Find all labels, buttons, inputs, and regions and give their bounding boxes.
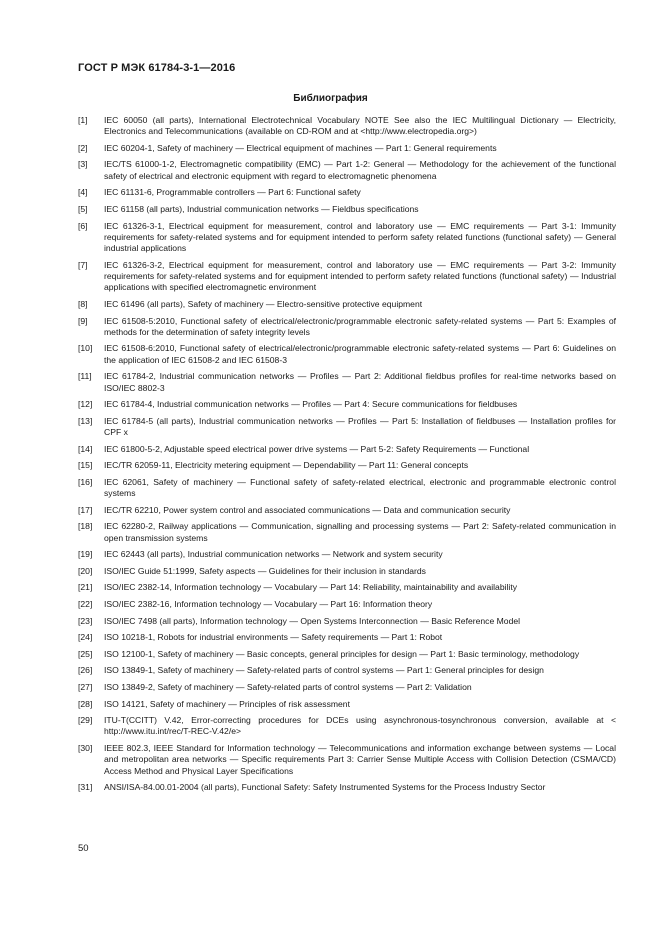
reference-text: ISO 14121, Safety of machinery — Principles of risk assessment [104,698,350,709]
reference-text: ISO/IEC Guide 51:1999, Safety aspects — Guidelines for their inclusion in standards [104,565,426,576]
reference-number: [21] [78,582,93,593]
reference-item [78,143,616,154]
reference-number: [26] [78,665,93,676]
reference-item [78,399,616,410]
reference-text: IEC 61508-6:2010, Functional safety of electrical/electronic/programmable electronic safety-related systems — Part 6: Guidelines on the application of IEC 61508-2 and IEC 61508-3 [104,343,616,365]
reference-text: ISO/IEC 7498 (all parts), Information technology — Open Systems Interconnection — Basic Reference Model [104,615,521,626]
reference-number: [14] [78,443,93,454]
reference-number: [30] [78,743,93,754]
reference-text: IEC 60050 (all parts), International Electrotechnical Vocabulary NOTE See also the IEC Multilingual Dictionary — Electricity, Electronics and Telecommunications (available on CD-ROM and at <http://www.electropedia.org>) [104,115,616,137]
reference-number: [19] [78,549,93,560]
reference-text: IEC 61784-2, Industrial communication networks — Profiles — Part 2: Additional fieldbus profiles for real-time networks based on ISO/IEC 8802-3 [104,371,616,393]
reference-text: IEC 61784-5 (all parts), Industrial communication networks — Profiles — Part 5: Installation of fieldbuses — Installation profiles for CPF x [104,415,616,438]
reference-number: [3] [78,159,88,170]
reference-text: ISO 13849-1, Safety of machinery — Safety-related parts of control systems — Part 1: General principles for design [104,665,544,676]
reference-text: IEC 62280-2, Railway applications — Communication, signalling and processing systems — Part 2: Safety-related communication in open transmission systems [104,521,616,543]
reference-number: [29] [78,715,93,726]
reference-number: [23] [78,615,93,626]
reference-item [78,371,616,394]
reference-item [78,477,616,500]
reference-item [78,316,616,339]
reference-item [78,159,616,182]
bibliography-list [78,115,616,799]
reference-number: [15] [78,460,93,471]
reference-number: [17] [78,504,93,515]
reference-number: [12] [78,399,93,410]
reference-number: [6] [78,220,88,231]
reference-item [78,632,616,643]
reference-item [78,505,616,516]
reference-number: [5] [78,203,88,214]
reference-item [78,549,616,560]
reference-number: [8] [78,298,88,309]
reference-item [78,699,616,710]
reference-number: [4] [78,187,88,198]
reference-item [78,343,616,366]
reference-number: [10] [78,343,93,354]
reference-text: ISO 10218-1, Robots for industrial environments — Safety requirements — Part 1: Robot [104,632,443,643]
reference-text: IEC 61800-5-2, Adjustable speed electrical power drive systems — Part 5-2: Safety Requirements — Functional [104,443,530,454]
reference-text: IEEE 802.3, IEEE Standard for Information technology — Telecommunications and information exchange between systems — Local and metropolitan area networks — Specific requirements Part 3: Carrier Sense Multiple Access with Collision Detection (CSMA/CD) Access Method and Physical Layer Specifications [104,743,616,776]
reference-number: [7] [78,259,88,270]
reference-text: IEC 61496 (all parts), Safety of machinery — Electro-sensitive protective equipment [104,298,423,309]
reference-number: [20] [78,565,93,576]
reference-text: IEC 61784-4, Industrial communication networks — Profiles — Part 4: Secure communications for fieldbuses [104,399,518,410]
reference-text: IEC/TS 61000-1-2, Electromagnetic compatibility (EMC) — Part 1-2: General — Methodology for the achievement of the functional safety of electrical and electronic equipment with regard to electromagnetic phenomena [104,159,616,181]
reference-item [78,566,616,577]
reference-item [78,582,616,593]
reference-item [78,599,616,610]
reference-number: [18] [78,521,93,532]
reference-item [78,187,616,198]
reference-item [78,221,616,255]
reference-number: [22] [78,599,93,610]
reference-text: IEC 61326-3-2, Electrical equipment for measurement, control and laboratory use — EMC requirements — Part 3-2: Immunity requirements for safety-related systems and for equipment intended to perform safety related functions (functional safety) — Industrial applications with specified electromagnetic environment [104,259,616,293]
reference-number: [9] [78,315,88,326]
reference-item [78,782,616,793]
reference-number: [2] [78,142,88,153]
reference-number: [13] [78,415,93,426]
document-header: ГОСТ Р МЭК 61784-3-1—2016 [78,62,236,74]
reference-text: IEC 61158 (all parts), Industrial communication networks — Fieldbus specifications [104,203,419,214]
reference-number: [24] [78,632,93,643]
reference-number: [11] [78,371,92,382]
reference-item [78,416,616,439]
reference-item [78,715,616,738]
reference-number: [27] [78,682,93,692]
reference-item [78,616,616,627]
reference-item [78,299,616,310]
reference-item [78,521,616,544]
page-number: 50 [78,843,89,854]
reference-text: ANSI/ISA-84.00.01-2004 (all parts), Functional Safety: Safety Instrumented Systems for the Process Industry Sector [104,782,546,793]
reference-text: IEC/TR 62210, Power system control and associated communications — Data and communication security [104,504,511,515]
reference-text: IEC 61131-6, Programmable controllers — Part 6: Functional safety [104,187,361,198]
reference-item [78,444,616,455]
reference-text: ITU-T(CCITT) V.42, Error-correcting procedures for DCEs using asynchronous-tosynchronous conversion, available at < http://www.itu.int/rec/T-REC-V.42/e> [104,715,616,737]
reference-item [78,649,616,660]
reference-text: IEC 62061, Safety of machinery — Functional safety of safety-related electrical, electronic and programmable electronic control systems [104,476,616,499]
reference-item [78,460,616,471]
reference-number: [16] [78,476,93,487]
reference-text: ISO/IEC 2382-16, Information technology — Vocabulary — Part 16: Information theory [104,599,433,610]
section-title: Библиография [293,93,368,104]
reference-text: IEC 61508-5:2010, Functional safety of electrical/electronic/programmable electronic safety-related systems — Part 5: Examples of methods for the determination of safety integrity levels [104,315,616,337]
reference-number: [31] [78,782,93,793]
reference-item [78,743,616,777]
reference-item [78,665,616,676]
reference-text: IEC 62443 (all parts), Industrial communication networks — Network and system security [104,549,443,560]
reference-text: ISO 13849-2, Safety of machinery — Safety-related parts of control systems — Part 2: Validation [104,682,472,692]
reference-text: ISO 12100-1, Safety of machinery — Basic concepts, general principles for design — Part 1: Basic terminology, methodology [104,648,580,659]
reference-item [78,682,616,693]
reference-number: [28] [78,698,93,709]
reference-number: [25] [78,648,93,659]
reference-number: [1] [78,115,88,125]
reference-text: ISO/IEC 2382-14, Information technology — Vocabulary — Part 14: Reliability, maintainability and availability [104,582,518,593]
reference-item [78,260,616,294]
reference-item [78,204,616,215]
reference-text: IEC/TR 62059-11, Electricity metering equipment — Dependability — Part 11: General concepts [104,460,469,471]
reference-text: IEC 60204-1, Safety of machinery — Electrical equipment of machines — Part 1: General requirements [104,142,497,153]
reference-text: IEC 61326-3-1, Electrical equipment for measurement, control and laboratory use — EMC requirements — Part 3-1: Immunity requirements for safety-related systems and for equipment intended to perform safety related functions (functional safety) — General industrial applications [104,220,616,254]
reference-item [78,115,616,138]
